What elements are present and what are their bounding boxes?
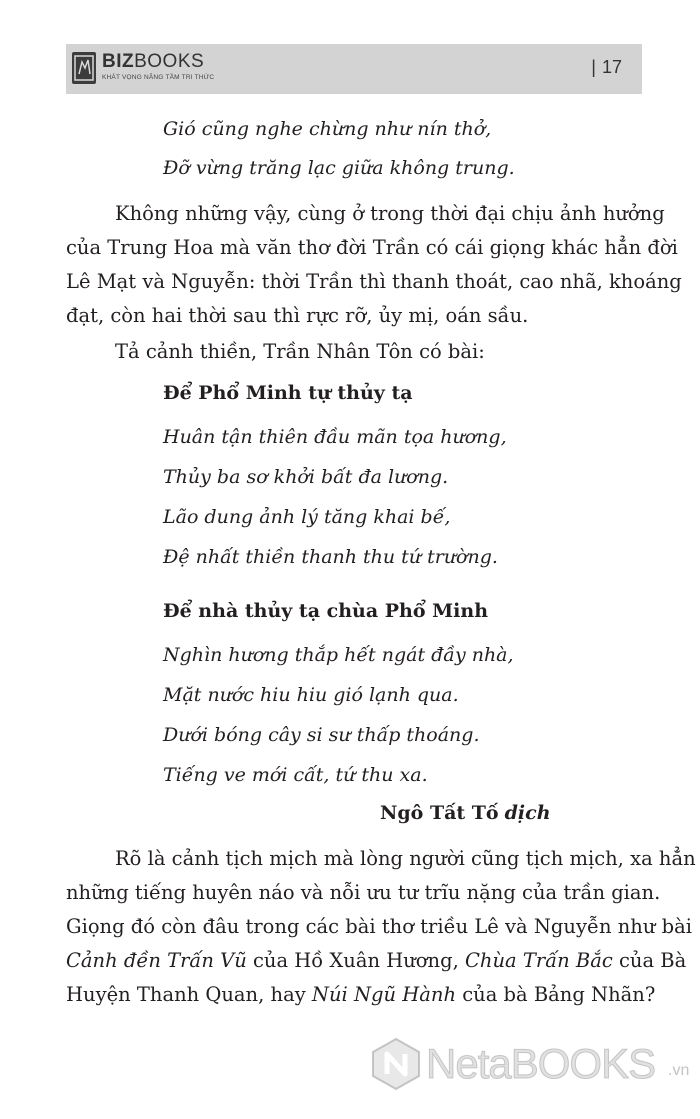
- poem2-line-4: Đệ nhất thiền thanh thu tứ trường.: [163, 546, 498, 568]
- paragraph-1-line: Không những vậy, cùng ở trong thời đại chịu ảnh hưởng: [115, 202, 665, 225]
- poem3-line-4: Tiếng ve mới cất, tứ thu xa.: [163, 764, 428, 786]
- watermark-text: NetaBOOKS: [426, 1040, 656, 1087]
- poem2-line-2: Thủy ba sơ khởi bất đa lương.: [163, 466, 449, 488]
- text-run: của bà Bảng Nhãn?: [456, 983, 656, 1006]
- translator-name: Ngô Tất Tố: [380, 802, 499, 824]
- brand-rest: BOOKS: [134, 51, 205, 72]
- paragraph-1-line: của Trung Hoa mà văn thơ đời Trần có cái giọng khác hẳn đời: [66, 236, 678, 259]
- poem3-line-1: Nghìn hương thắp hết ngát đầy nhà,: [163, 644, 514, 666]
- page-number: [591, 57, 622, 78]
- paragraph-2-line: [66, 944, 687, 978]
- text-run: của Bà: [612, 949, 687, 972]
- brand-bold: BIZ: [102, 51, 135, 72]
- bizbooks-logo-icon: [72, 52, 96, 84]
- brand-tagline: KHÁT VỌNG NÂNG TẦM TRI THỨC: [102, 74, 215, 81]
- brand-name: [102, 52, 204, 72]
- translator-role: dịch: [504, 802, 551, 824]
- poem1-line-2: Đỡ vừng trăng lạc giữa không trung.: [163, 157, 515, 179]
- text-run: của Hồ Xuân Hương,: [246, 949, 465, 972]
- poem2-line-1: Huân tận thiên đầu mãn tọa hương,: [163, 426, 507, 448]
- poem2-title: Để Phổ Minh tự thủy tạ: [163, 382, 413, 404]
- work-title: Cảnh đền Trấn Vũ: [66, 949, 247, 972]
- paragraph-2-line: Giọng đó còn đâu trong các bài thơ triều Lê và Nguyễn như bài: [66, 915, 692, 938]
- paragraph-1: [66, 197, 682, 333]
- paragraph-1-line: đạt, còn hai thời sau thì rực rỡ, ủy mị, oán sầu.: [66, 304, 529, 327]
- text-run: Huyện Thanh Quan, hay: [66, 983, 312, 1006]
- page-header: [66, 44, 642, 94]
- poem2-line-3: Lão dung ảnh lý tăng khai bế,: [163, 506, 451, 528]
- paragraph-1-line: Lê Mạt và Nguyễn: thời Trần thì thanh thoát, cao nhã, khoáng: [66, 270, 682, 293]
- page-separator: |: [591, 57, 596, 77]
- netabooks-logo-icon: [368, 1036, 424, 1092]
- paragraph-2-line: [66, 978, 656, 1012]
- translator-credit: [380, 802, 551, 824]
- paragraph-2-line: Rõ là cảnh tịch mịch mà lòng người cũng tịch mịch, xa hẳn: [115, 847, 696, 870]
- poem3-line-2: Mặt nước hiu hiu gió lạnh qua.: [163, 684, 459, 706]
- poem3-line-3: Dưới bóng cây si sư thấp thoáng.: [163, 724, 480, 746]
- work-title: Chùa Trấn Bắc: [465, 949, 613, 972]
- paragraph-2: [66, 842, 696, 1012]
- page-number-value: 17: [601, 57, 622, 77]
- watermark-suffix: .vn: [668, 1062, 690, 1079]
- poem-intro: Tả cảnh thiền, Trần Nhân Tôn có bài:: [115, 340, 485, 363]
- poem3-title: Để nhà thủy tạ chùa Phổ Minh: [163, 600, 489, 622]
- work-title: Núi Ngũ Hành: [311, 983, 457, 1006]
- paragraph-2-line: những tiếng huyên náo và nỗi ưu tư trĩu nặng của trần gian.: [66, 881, 661, 904]
- poem1-line-1: Gió cũng nghe chừng như nín thở,: [163, 118, 492, 140]
- netabooks-watermark: [368, 1036, 698, 1096]
